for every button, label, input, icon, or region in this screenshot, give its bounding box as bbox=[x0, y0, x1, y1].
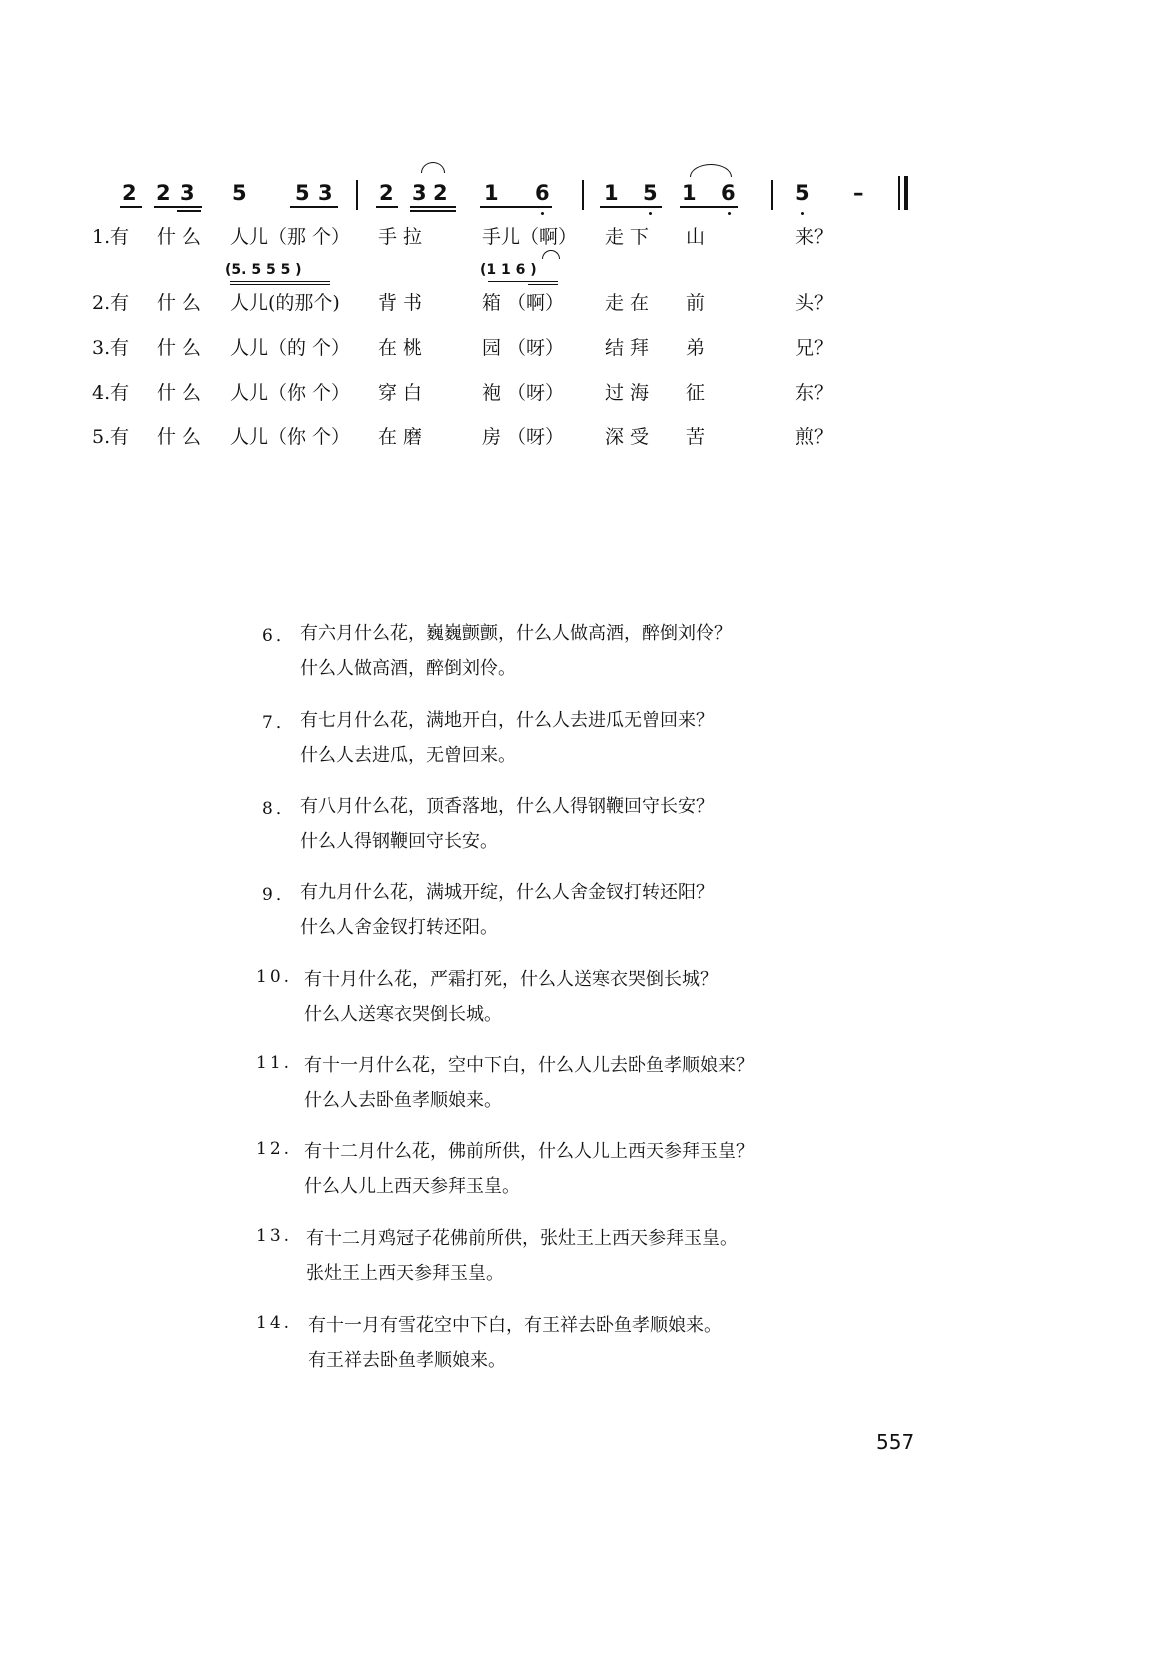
lyric-label: 2.有 bbox=[92, 292, 130, 314]
lyric-word: 头？ bbox=[795, 292, 834, 314]
verse-number: 9． bbox=[262, 885, 296, 905]
alt-notes: (5. 5 5 5 ) bbox=[225, 262, 302, 278]
verse-line: 什么人儿上西天参拜玉皇。 bbox=[304, 1176, 520, 1197]
verse-line: 什么人做高酒，醉倒刘伶。 bbox=[300, 658, 516, 679]
verse-number: 14. bbox=[256, 1313, 293, 1333]
lyric-word: 煎？ bbox=[795, 426, 834, 448]
bar-line bbox=[582, 180, 584, 210]
lyric-word: 背 书 bbox=[378, 292, 423, 314]
verse-line: 张灶王上西天参拜玉皇。 bbox=[306, 1263, 504, 1284]
bar-line bbox=[356, 180, 358, 210]
note-dash: – bbox=[853, 181, 864, 205]
lyric-word: 什 么 bbox=[157, 226, 202, 248]
lyric-word: 园 （呀） bbox=[482, 337, 565, 359]
lyric-word: 深 受 bbox=[605, 426, 650, 448]
note: 3 bbox=[412, 181, 427, 205]
lyric-word: 手 拉 bbox=[378, 226, 423, 248]
note: 5 bbox=[795, 181, 810, 205]
slur bbox=[542, 250, 560, 259]
lyric-word: 在 磨 bbox=[378, 426, 423, 448]
note: 5 bbox=[295, 181, 310, 205]
beam bbox=[290, 206, 338, 208]
lyric-word: 兄？ bbox=[795, 337, 834, 359]
lyric-word: 什 么 bbox=[157, 382, 202, 404]
lyric-word: 过 海 bbox=[605, 382, 650, 404]
beam bbox=[410, 206, 456, 208]
note: 6 bbox=[721, 181, 736, 205]
verse-line: 有十二月什么花，佛前所供，什么人儿上西天参拜玉皇？ bbox=[304, 1141, 754, 1162]
verse-line: 有十一月有雪花空中下白，有王祥去卧鱼孝顺娘来。 bbox=[308, 1315, 722, 1336]
lyric-word: 什 么 bbox=[157, 337, 202, 359]
lyric-label: 1.有 bbox=[92, 226, 130, 248]
slur bbox=[690, 164, 732, 177]
verse-line: 什么人舍金钗打转还阳。 bbox=[300, 917, 498, 938]
verse-line: 有八月什么花，顶香落地，什么人得钢鞭回守长安？ bbox=[300, 796, 714, 817]
lyric-word: 箱 （啊） bbox=[482, 292, 565, 314]
lyric-word: 什 么 bbox=[157, 292, 202, 314]
verse-line: 有十二月鸡冠子花佛前所供，张灶王上西天参拜玉皇。 bbox=[306, 1228, 738, 1249]
lyric-word: 前 bbox=[686, 292, 706, 314]
verse-line: 有九月什么花，满城开绽，什么人舍金钗打转还阳？ bbox=[300, 882, 714, 903]
beam bbox=[680, 206, 738, 208]
lyric-word: 人儿(的那个) bbox=[230, 292, 340, 314]
lyric-word: 苦 bbox=[686, 426, 706, 448]
lyric-word: 东？ bbox=[795, 382, 834, 404]
verse-number: 13. bbox=[256, 1226, 293, 1246]
lyric-word: 走 在 bbox=[605, 292, 650, 314]
lyric-word: 人儿（那 个） bbox=[230, 226, 351, 248]
note: 1 bbox=[484, 181, 499, 205]
beam bbox=[120, 206, 142, 208]
note: 2 bbox=[156, 181, 171, 205]
verse-line: 有十一月什么花，空中下白，什么人儿去卧鱼孝顺娘来？ bbox=[304, 1055, 754, 1076]
note: 5 bbox=[232, 181, 247, 205]
octave-dot bbox=[541, 212, 544, 215]
lyric-word: 人儿（你 个） bbox=[230, 382, 351, 404]
beam bbox=[480, 206, 552, 208]
verse-line: 有七月什么花，满地开白，什么人去进瓜无曾回来？ bbox=[300, 710, 714, 731]
beam bbox=[410, 210, 456, 212]
lyric-word: 在 桃 bbox=[378, 337, 423, 359]
note: 1 bbox=[604, 181, 619, 205]
note: 2 bbox=[379, 181, 394, 205]
final-bar-line bbox=[898, 176, 900, 210]
beam bbox=[600, 206, 662, 208]
lyric-label: 3.有 bbox=[92, 337, 130, 359]
beam bbox=[376, 206, 398, 208]
note: 2 bbox=[122, 181, 137, 205]
verse-line: 什么人送寒衣哭倒长城。 bbox=[304, 1004, 502, 1025]
verse-number: 7． bbox=[262, 713, 296, 733]
lyric-word: 结 拜 bbox=[605, 337, 650, 359]
note: 2 bbox=[433, 181, 448, 205]
octave-dot bbox=[728, 212, 731, 215]
beam bbox=[230, 281, 330, 282]
lyric-word: 来？ bbox=[795, 226, 834, 248]
lyric-word: 什 么 bbox=[157, 426, 202, 448]
beam bbox=[488, 281, 558, 282]
verse-line: 什么人去进瓜，无曾回来。 bbox=[300, 745, 516, 766]
verse-number: 10. bbox=[256, 967, 293, 987]
verse-line: 什么人得钢鞭回守长安。 bbox=[300, 831, 498, 852]
note: 3 bbox=[180, 181, 195, 205]
verse-line: 有十月什么花，严霜打死，什么人送寒衣哭倒长城？ bbox=[304, 969, 718, 990]
beam bbox=[154, 206, 202, 208]
verse-number: 8． bbox=[262, 799, 296, 819]
bar-line bbox=[771, 180, 773, 210]
slur bbox=[421, 162, 445, 173]
lyric-word: 弟 bbox=[686, 337, 706, 359]
octave-dot bbox=[801, 212, 804, 215]
beam bbox=[230, 284, 330, 285]
lyric-word: 走 下 bbox=[605, 226, 650, 248]
verse-number: 12. bbox=[256, 1139, 293, 1159]
verse-line: 什么人去卧鱼孝顺娘来。 bbox=[304, 1090, 502, 1111]
verse-number: 6． bbox=[262, 626, 296, 646]
lyric-word: 房 （呀） bbox=[482, 426, 565, 448]
page-number: 557 bbox=[876, 1430, 915, 1454]
lyric-label: 4.有 bbox=[92, 382, 130, 404]
note: 6 bbox=[535, 181, 550, 205]
lyric-word: 人儿（你 个） bbox=[230, 426, 351, 448]
beam bbox=[177, 210, 201, 212]
lyric-label: 5.有 bbox=[92, 426, 130, 448]
lyric-word: 征 bbox=[686, 382, 706, 404]
note: 1 bbox=[682, 181, 697, 205]
lyric-word: 人儿（的 个） bbox=[230, 337, 351, 359]
beam bbox=[528, 284, 558, 285]
lyric-word: 手儿（啊） bbox=[482, 226, 578, 248]
lyric-word: 穿 白 bbox=[378, 382, 423, 404]
lyric-word: 山 bbox=[686, 226, 706, 248]
final-bar-line bbox=[904, 176, 908, 210]
octave-dot bbox=[649, 212, 652, 215]
note: 3 bbox=[318, 181, 333, 205]
note: 5 bbox=[643, 181, 658, 205]
alt-notes: (1 1 6 ) bbox=[480, 262, 537, 278]
lyric-word: 袍 （呀） bbox=[482, 382, 565, 404]
verse-number: 11. bbox=[256, 1053, 293, 1073]
verse-line: 有王祥去卧鱼孝顺娘来。 bbox=[308, 1350, 506, 1371]
verse-line: 有六月什么花，巍巍颤颤，什么人做高酒，醉倒刘伶？ bbox=[300, 623, 732, 644]
